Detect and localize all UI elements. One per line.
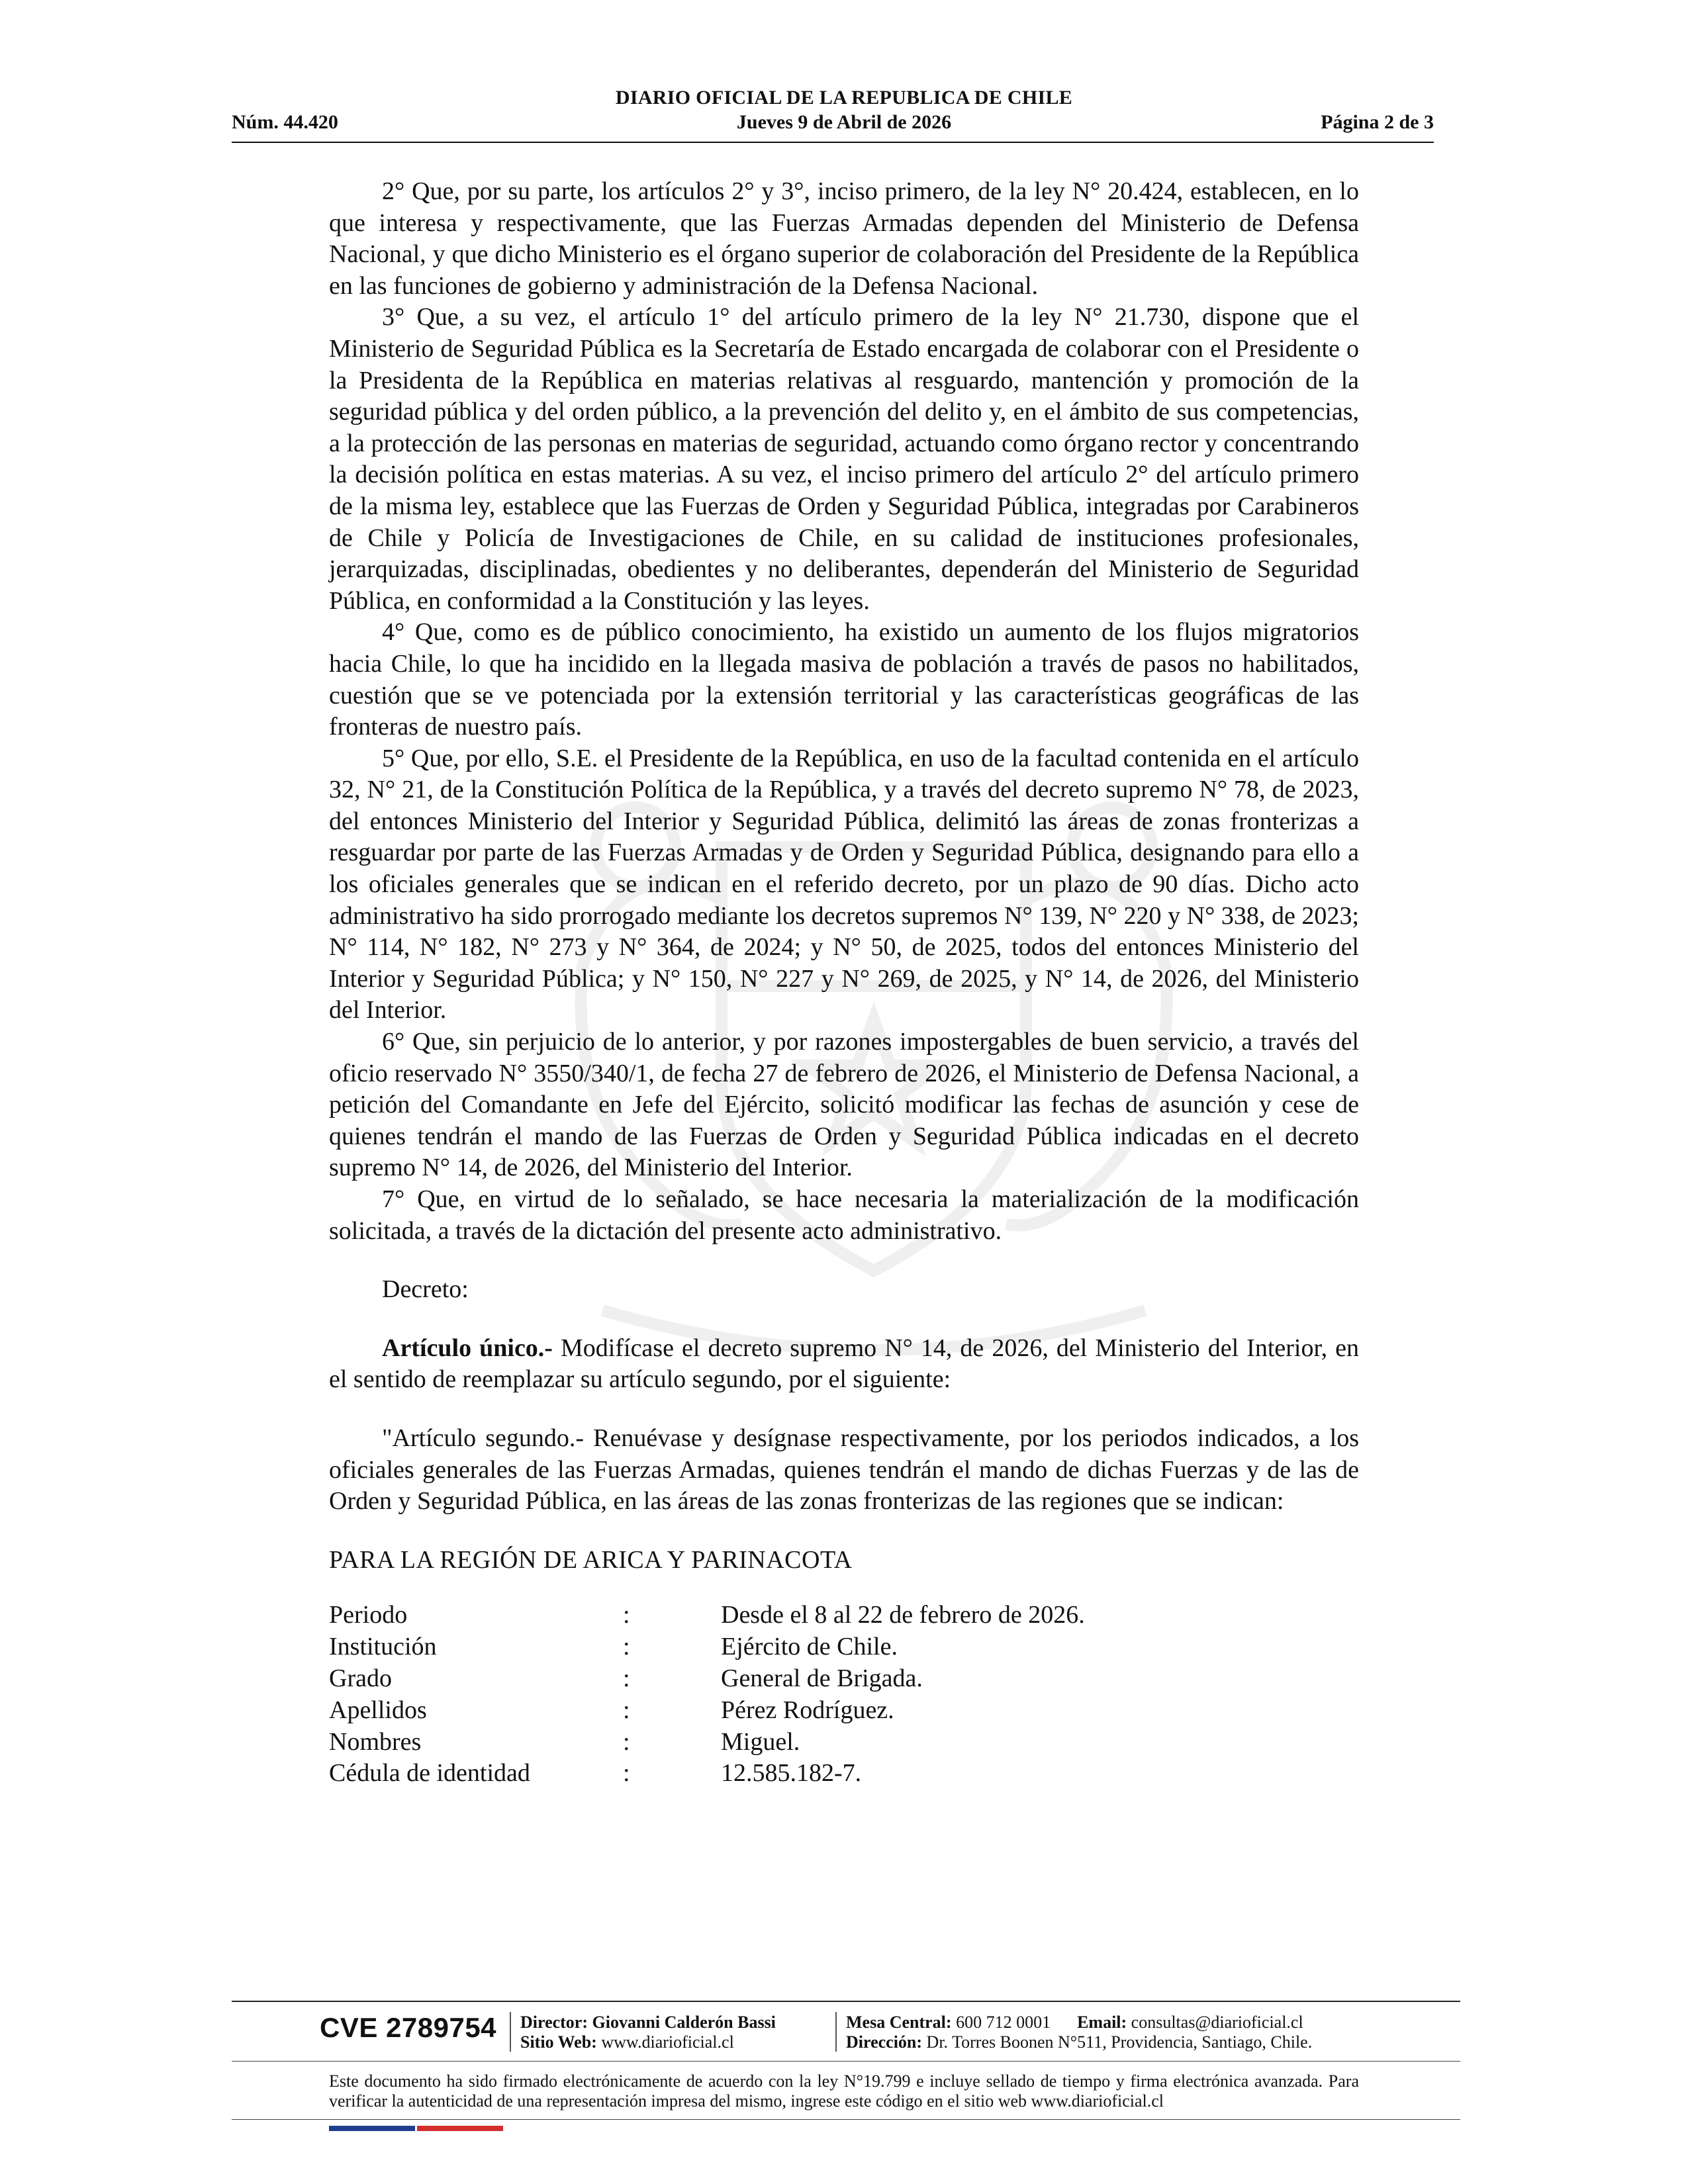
article-text: Modifícase el decreto supremo N° 14, de 2026, del Ministerio del Interior, en el sentido de reemplazar su artículo segundo, por el siguiente:: [329, 1334, 1359, 1394]
row-value: Pérez Rodríguez.: [721, 1696, 894, 1724]
row-label: Periodo: [329, 1601, 408, 1629]
footer-rule-bottom: [232, 2119, 1460, 2120]
row-separator: :: [623, 1759, 630, 1788]
decree-body: [329, 176, 1359, 1790]
mesa-label: Mesa Central:: [846, 2013, 952, 2032]
issue-date: Jueves 9 de Abril de 2026: [736, 111, 952, 133]
officer-table: [329, 1600, 1317, 1790]
gazette-title: DIARIO OFICIAL DE LA REPUBLICA DE CHILE: [615, 87, 1073, 109]
row-separator: :: [623, 1664, 630, 1692]
row-separator: :: [623, 1727, 630, 1756]
address-label: Dirección:: [846, 2032, 923, 2052]
paragraph-6: 6° Que, sin perjuicio de lo anterior, y por razones impostergables de buen servicio, a través del oficio reservado N° 3550/340/1, de fecha 27 de febrero de 2026, el Ministerio de Defensa Nacional, a petición del Comandante en Jefe del Ejército, solicitó modificar las fechas de asunción y cese de quienes tendrán el mando de las Fuerzas de Orden y Seguridad Pública indicadas en el decreto supremo N° 14, de 2026, del Ministerio del Interior.: [329, 1028, 1359, 1182]
cve-code: CVE 2789754: [320, 2012, 497, 2043]
row-label: Institución: [329, 1633, 437, 1661]
mesa-phone: 600 712 0001: [956, 2013, 1051, 2032]
director-name: Giovanni Calderón Bassi: [592, 2013, 776, 2032]
article-label: Artículo único.-: [382, 1334, 553, 1362]
table-row: [329, 1758, 1317, 1790]
decree-heading: Decreto:: [382, 1275, 469, 1304]
table-row: [329, 1663, 1317, 1695]
row-separator: :: [623, 1633, 630, 1661]
table-row: [329, 1600, 1317, 1631]
row-label: Cédula de identidad: [329, 1759, 530, 1788]
address-value: Dr. Torres Boonen N°511, Providencia, Santiago, Chile.: [926, 2032, 1313, 2052]
email-label: Email:: [1077, 2013, 1127, 2032]
footer-divider: [510, 2012, 511, 2052]
region-heading: PARA LA REGIÓN DE ARICA Y PARINACOTA: [329, 1545, 853, 1574]
footer-director-block: [520, 2013, 776, 2052]
article-unique: [329, 1333, 1359, 1396]
row-separator: :: [623, 1696, 630, 1724]
row-value: Miguel.: [721, 1727, 800, 1756]
email-link[interactable]: consultas@diarioficial.cl: [1131, 2013, 1303, 2032]
footer-rule-top: [232, 2001, 1460, 2002]
footer-rule-mid: [232, 2061, 1460, 2062]
table-row: [329, 1727, 1317, 1758]
row-value: Ejército de Chile.: [721, 1633, 898, 1661]
row-separator: :: [623, 1601, 630, 1629]
signature-notice: Este documento ha sido firmado electrónicamente de acuerdo con la ley N°19.799 e incluye sellado de tiempo y firma electrónica avanzada. Para verificar la autenticidad de una representación impresa del mismo, ingrese este código en el sitio web www.diarioficial.cl: [329, 2071, 1359, 2111]
footer-divider: [835, 2012, 837, 2052]
flag-stripe-red: [417, 2126, 503, 2131]
director-label: Director:: [520, 2013, 588, 2032]
row-label: Apellidos: [329, 1696, 427, 1724]
flag-stripe-blue: [329, 2126, 415, 2131]
paragraph-2: 2° Que, por su parte, los artículos 2° y 3°, inciso primero, de la ley N° 20.424, establecen, en lo que interesa y respectivamente, que las Fuerzas Armadas dependen del Ministerio de Defensa Nacional, y que dicho Ministerio es el órgano superior de colaboración del Presidente de la República en las funciones de gobierno y administración de la Defensa Nacional.: [329, 177, 1359, 300]
footer-contact-block: [846, 2013, 1312, 2052]
row-label: Grado: [329, 1664, 392, 1692]
row-value: 12.585.182-7.: [721, 1759, 862, 1788]
paragraph-3: 3° Que, a su vez, el artículo 1° del artículo primero de la ley N° 21.730, dispone que el Ministerio de Seguridad Pública es la Secretaría de Estado encargada de colaborar con el Presidente o la Presidenta de la República en materias relativas al resguardo, mantención y promoción de la seguridad pública y del orden público, a la prevención del delito y, en el ámbito de sus competencias, a la protección de las personas en materias de seguridad, actuando como órgano rector y concentrando la decisión política en estas materias. A su vez, el inciso primero del artículo 2° del artículo primero de la misma ley, establece que las Fuerzas de Orden y Seguridad Pública, integradas por Carabineros de Chile y Policía de Investigaciones de Chile, en su calidad de instituciones profesionales, jerarquizadas, disciplinadas, obedientes y no deliberantes, dependerán del Ministerio de Seguridad Pública, en conformidad a la Constitución y las leyes.: [329, 303, 1359, 615]
website-link[interactable]: www.diarioficial.cl: [601, 2032, 734, 2052]
table-row: [329, 1631, 1317, 1663]
paragraph-5: 5° Que, por ello, S.E. el Presidente de la República, en uso de la facultad contenida en el artículo 32, N° 21, de la Constitución Política de la República, y a través del decreto supremo N° 78, de 2023, del entonces Ministerio del Interior y Seguridad Pública, delimitó las áreas de zonas fronterizas a resguardar por parte de las Fuerzas Armadas y de Orden y Seguridad Pública, designando para ello a los oficiales generales que se indican en el referido decreto, por un plazo de 90 días. Dicho acto administrativo ha sido prorrogado mediante los decretos supremos N° 139, N° 220 y N° 338, de 2023; N° 114, N° 182, N° 273 y N° 364, de 2024; y N° 50, de 2025, todos del entonces Ministerio del Interior y Seguridad Pública; y N° 150, N° 227 y N° 269, de 2025, y N° 14, de 2026, del Ministerio del Interior.: [329, 744, 1359, 1024]
header-rule: [232, 142, 1434, 143]
paragraph-4: 4° Que, como es de público conocimiento, ha existido un aumento de los flujos migratorios hacia Chile, lo que ha incidido en la llegada masiva de población a través de pasos no habilitados, cuestión que se ve potenciada por la extensión territorial y las características geográficas de las fronteras de nuestro país.: [329, 618, 1359, 741]
website-label: Sitio Web:: [520, 2032, 597, 2052]
row-label: Nombres: [329, 1727, 422, 1756]
table-row: [329, 1695, 1317, 1727]
row-value: General de Brigada.: [721, 1664, 923, 1692]
paragraph-7: 7° Que, en virtud de lo señalado, se hace necesaria la materialización de la modificación solicitada, a través de la dictación del presente acto administrativo.: [329, 1185, 1359, 1245]
issue-number: Núm. 44.420: [232, 111, 338, 133]
row-value: Desde el 8 al 22 de febrero de 2026.: [721, 1601, 1085, 1629]
article-second-quote: "Artículo segundo.- Renuévase y desígnase respectivamente, por los periodos indicados, a los oficiales generales de las Fuerzas Armadas, quienes tendrán el mando de dichas Fuerzas y de las de Orden y Seguridad Pública, en las áreas de las zonas fronterizas de las regiones que se indican:: [329, 1424, 1359, 1516]
page-number: Página 2 de 3: [1321, 111, 1434, 133]
